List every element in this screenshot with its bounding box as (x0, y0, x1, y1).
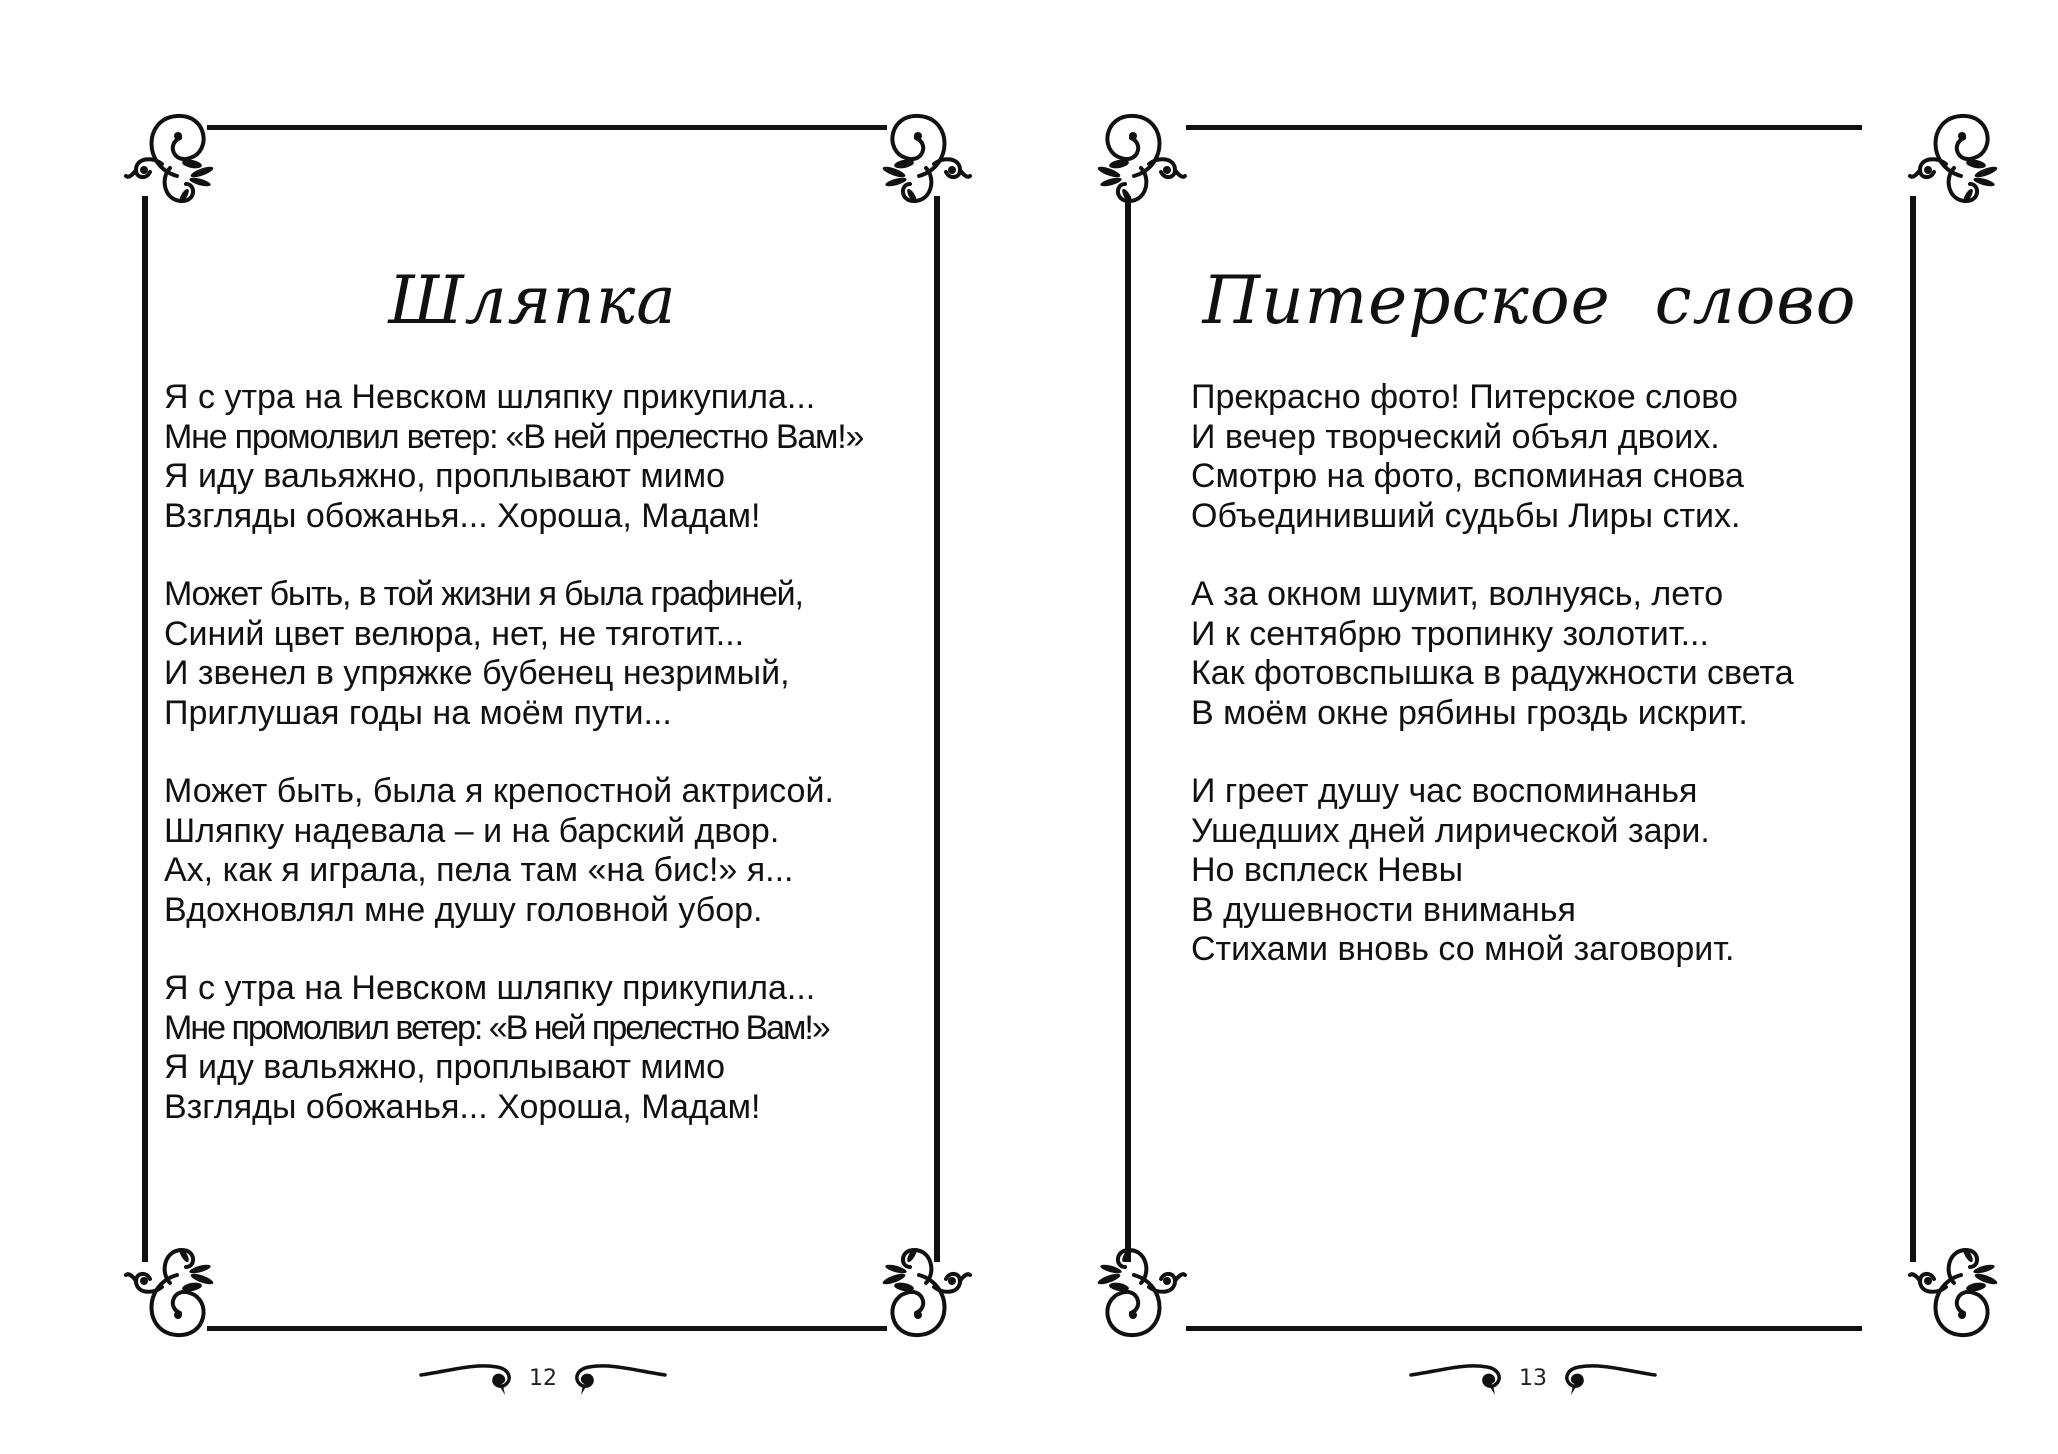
verse-line: Синий цвет велюра, нет, не тяготит... (164, 614, 745, 653)
flourish-scroll-icon (1079, 1235, 1189, 1345)
frame-right-rule (1910, 196, 1916, 1262)
stanza (1191, 378, 1794, 536)
verse-line: Я иду вальяжно, проплывают мимо (164, 457, 726, 495)
poem-body (1191, 378, 1794, 1009)
verse-line: Вдохновлял мне душу головной убор. (164, 890, 763, 929)
flourish-scroll-icon (122, 1235, 232, 1345)
frame-top-rule (207, 125, 887, 130)
page-number-folio (1408, 1358, 1658, 1398)
verse-line: Мне промолвил ветер: «В ней прелестно Вам!» (164, 417, 864, 456)
verse-line: Взгляды обожанья... Хороша, Мадам! (164, 496, 761, 535)
flourish-scroll-icon (864, 1235, 974, 1345)
verse-line: Прекрасно фото! Питерское слово (1191, 378, 1738, 416)
swash-curl-icon (419, 1361, 519, 1395)
verse-line: А за окном шумит, волнуясь, лето (1191, 575, 1724, 613)
verse-line: Объединивший судьбы Лиры стих. (1191, 496, 1741, 535)
frame-left-rule (142, 196, 148, 1262)
verse-line: Мне промолвил ветер: «В ней прелестно Вам!» (164, 1008, 829, 1047)
verse-line: Взгляды обожанья... Хороша, Мадам! (164, 1087, 761, 1126)
frame-right-rule (934, 196, 940, 1262)
verse-line: И звенел в упряжке бубенец незримый, (164, 654, 790, 692)
frame-bottom-rule (1186, 1326, 1862, 1331)
flourish-scroll-icon (864, 106, 974, 216)
verse-line: Приглушая годы на моём пути... (164, 693, 672, 732)
verse-line: В моём окне рябины гроздь искрит. (1191, 693, 1748, 732)
poem-title: Шляпка (388, 262, 677, 339)
page-number: 13 (1519, 1365, 1547, 1391)
verse-line: Может быть, в той жизни я была графиней, (164, 575, 803, 613)
poem-body (164, 378, 863, 1166)
verse-line: В душевности вниманья (1191, 890, 1576, 929)
verse-line: Смотрю на фото, вспоминая снова (1191, 457, 1744, 495)
swash-curl-icon (567, 1361, 667, 1395)
verse-line: Я с утра на Невском шляпку прикупила... (164, 969, 816, 1007)
frame-top-rule (1186, 125, 1862, 130)
verse-line: Шляпку надевала – и на барский двор. (164, 811, 780, 850)
swash-curl-icon (1557, 1361, 1657, 1395)
frame-bottom-rule (207, 1326, 887, 1331)
stanza (164, 969, 863, 1127)
verse-line: Я иду вальяжно, проплывают мимо (164, 1048, 726, 1086)
verse-line: Я с утра на Невском шляпку прикупила... (164, 378, 816, 416)
verse-line: И греет душу час воспоминанья (1191, 772, 1698, 810)
verse-line: Ушедших дней лирической зари. (1191, 811, 1710, 850)
flourish-scroll-icon (1079, 106, 1189, 216)
frame-left-rule (1125, 196, 1131, 1262)
verse-line: Как фотовспышка в радужности света (1191, 654, 1794, 692)
flourish-scroll-icon (1906, 1235, 2016, 1345)
verse-line: Ах, как я играла, пела там «на бис!» я... (164, 851, 794, 889)
swash-curl-icon (1409, 1361, 1509, 1395)
right-page (1029, 0, 2058, 1454)
stanza (164, 772, 863, 930)
verse-line: И к сентябрю тропинку золотит... (1191, 614, 1709, 653)
stanza (164, 575, 863, 733)
verse-line: Но всплеск Невы (1191, 851, 1464, 889)
flourish-scroll-icon (122, 106, 232, 216)
flourish-scroll-icon (1906, 106, 2016, 216)
stanza (164, 378, 863, 536)
poem-title: Питерское слово (1202, 262, 1857, 339)
page-number-folio (418, 1358, 668, 1398)
verse-line: Может быть, была я крепостной актрисой. (164, 772, 834, 810)
verse-line: Стихами вновь со мной заговорит. (1191, 930, 1735, 968)
stanza (1191, 772, 1794, 970)
verse-line: И вечер творческий объял двоих. (1191, 417, 1720, 456)
stanza (1191, 575, 1794, 733)
page-number: 12 (529, 1365, 557, 1391)
